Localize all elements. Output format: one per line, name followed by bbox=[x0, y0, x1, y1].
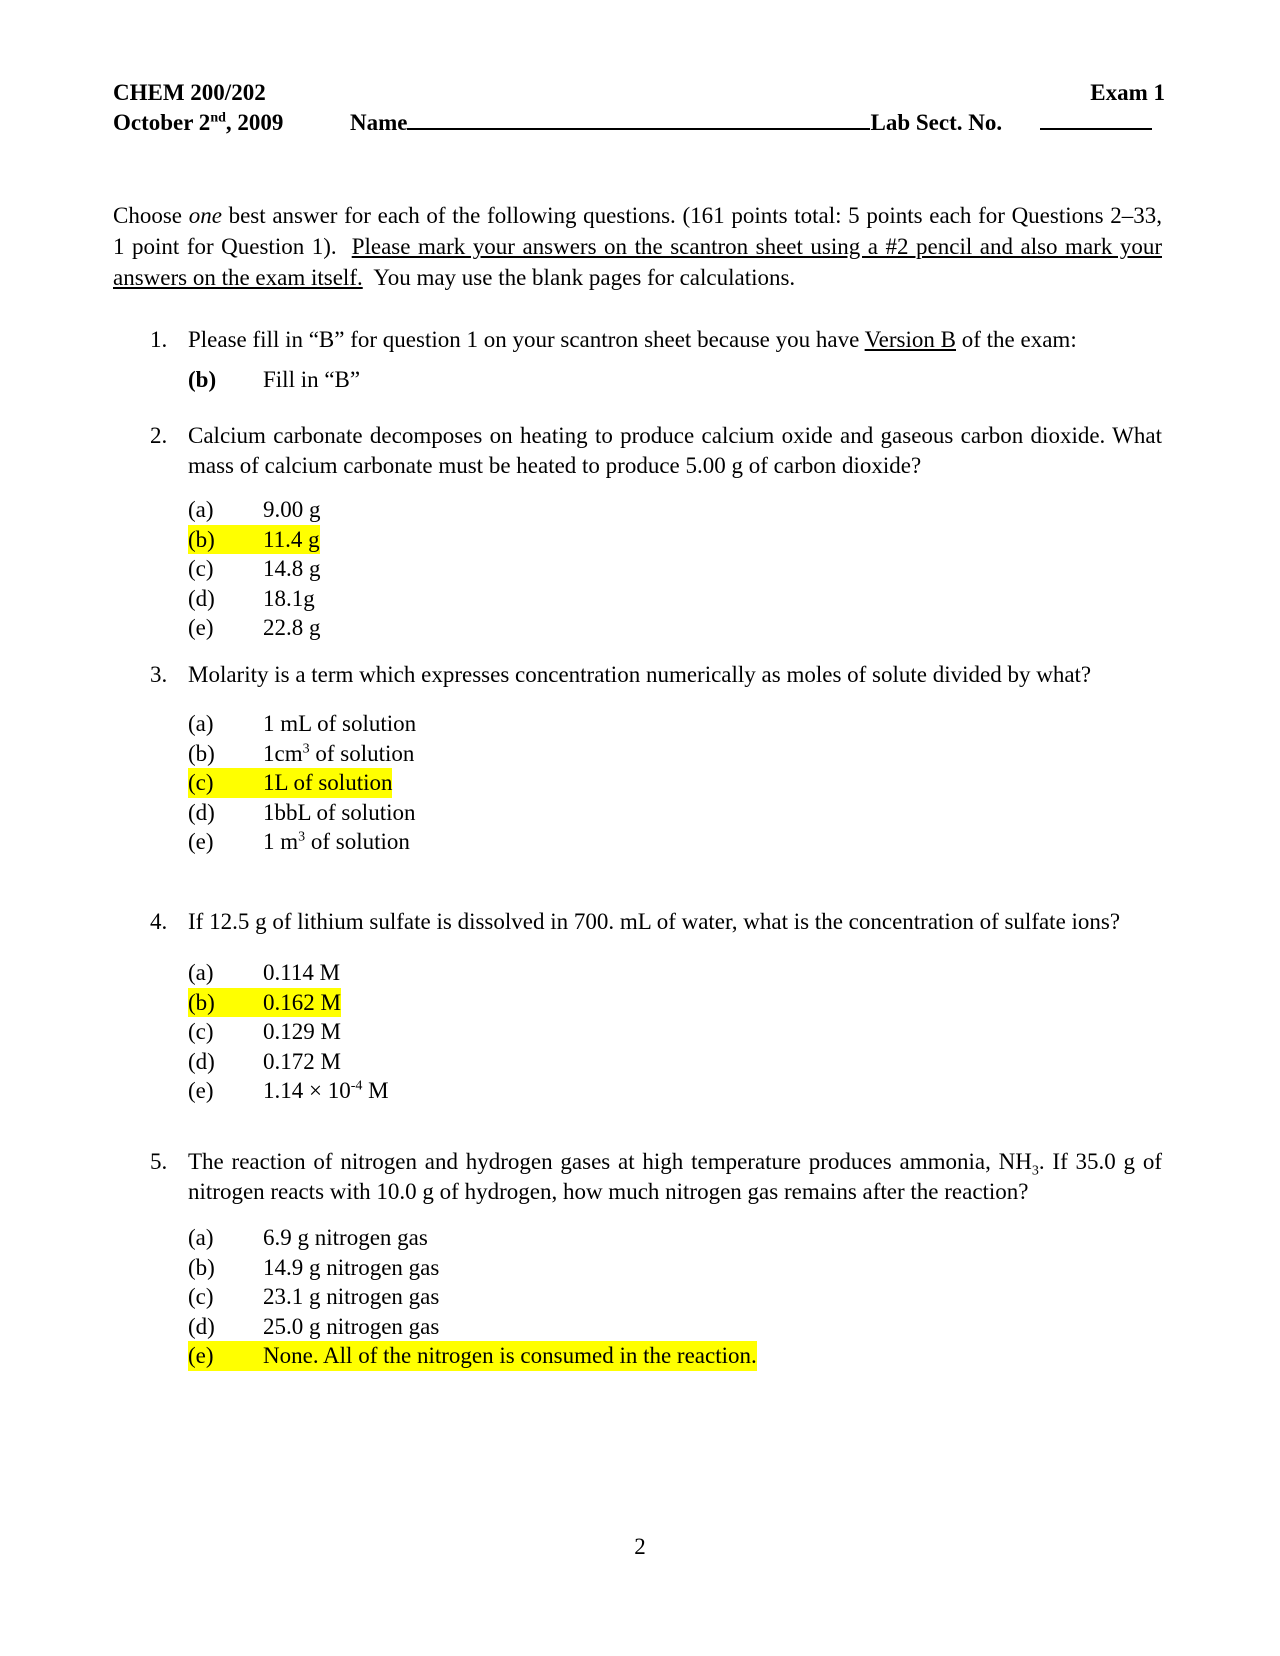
exam-title: Exam 1 bbox=[1090, 80, 1165, 105]
lab-section-blank[interactable] bbox=[1040, 108, 1152, 130]
option-letter: (a) bbox=[188, 1225, 214, 1250]
option-text: 14.9 g nitrogen gas bbox=[263, 1254, 440, 1280]
instructions-text-2: best answer for each of the following questions. (161 points total: 5 points each for Questions 2–33, 1 point for Question 1). bbox=[113, 203, 1162, 259]
answer-option-d[interactable] bbox=[188, 798, 1162, 828]
option-text: 11.4 g bbox=[263, 526, 320, 552]
option-text-end: M bbox=[362, 1078, 389, 1103]
option-text: 1 mL of solution bbox=[263, 711, 417, 736]
option-letter: (d) bbox=[188, 1048, 215, 1074]
option-text: 1L of solution bbox=[263, 770, 393, 795]
option-text: 0.114 M bbox=[263, 960, 341, 985]
question-number: 4. bbox=[150, 909, 168, 934]
name-blank[interactable] bbox=[407, 108, 870, 130]
exam-date bbox=[113, 108, 283, 138]
option-letter: (a) bbox=[188, 711, 214, 736]
option-letter: (e) bbox=[188, 829, 214, 854]
question-stem bbox=[150, 660, 1162, 690]
option-letter: (d) bbox=[188, 1313, 215, 1339]
answer-options bbox=[150, 495, 1162, 643]
option-letter: (d) bbox=[188, 799, 215, 825]
option-letter: (b) bbox=[188, 989, 215, 1015]
stem-underlined: Version B bbox=[864, 327, 956, 352]
option-letter: (c) bbox=[188, 556, 214, 581]
answer-option-e[interactable] bbox=[188, 613, 1162, 643]
option-text: Fill in “B” bbox=[263, 367, 361, 392]
answer-option-d[interactable] bbox=[188, 1312, 1162, 1342]
answer-option-b[interactable] bbox=[188, 739, 1162, 769]
answer-option-c[interactable] bbox=[188, 1282, 1162, 1312]
answer-option-e-highlighted[interactable] bbox=[188, 1341, 1162, 1371]
question-stem bbox=[150, 907, 1162, 937]
answer-option-c[interactable] bbox=[188, 1017, 1162, 1047]
instructions-emphasis: one bbox=[188, 203, 222, 228]
option-letter: (c) bbox=[188, 770, 214, 795]
option-text: 9.00 g bbox=[263, 497, 321, 522]
instructions-text-3: You may use the blank pages for calculations. bbox=[373, 265, 796, 290]
option-text: 1bbL of solution bbox=[263, 799, 416, 825]
option-text: 0.129 M bbox=[263, 1019, 341, 1044]
answer-options bbox=[150, 958, 1162, 1106]
option-text-end: of solution bbox=[309, 740, 415, 766]
option-text: 14.8 g bbox=[263, 556, 321, 581]
stem-text: If 12.5 g of lithium sulfate is dissolved in 700. mL of water, what is the concentration of sulfate ions? bbox=[188, 909, 1121, 934]
answer-option-e[interactable] bbox=[188, 1076, 1162, 1106]
date-ordinal: nd bbox=[210, 110, 226, 126]
question-1 bbox=[150, 325, 1162, 395]
answer-option-a[interactable] bbox=[188, 1223, 1162, 1253]
stem-text: The reaction of nitrogen and hydrogen gases at high temperature produces ammonia, NH bbox=[188, 1149, 1032, 1174]
answer-options bbox=[150, 709, 1162, 857]
option-text: 6.9 g nitrogen gas bbox=[263, 1225, 428, 1250]
question-2 bbox=[150, 421, 1162, 643]
answer-option-b-highlighted[interactable] bbox=[188, 525, 1162, 555]
lab-section-label: Lab Sect. No. bbox=[870, 110, 1003, 135]
option-letter: (b) bbox=[188, 740, 215, 766]
instructions bbox=[113, 200, 1162, 293]
answer-option-d[interactable] bbox=[188, 584, 1162, 614]
answer-option-a[interactable] bbox=[188, 709, 1162, 739]
option-text: 18.1g bbox=[263, 585, 315, 611]
question-number: 2. bbox=[150, 423, 168, 448]
course-code: CHEM 200/202 bbox=[113, 80, 266, 105]
question-number: 3. bbox=[150, 662, 168, 687]
page-number: 2 bbox=[634, 1534, 646, 1559]
answer-option-c-highlighted[interactable] bbox=[188, 768, 1162, 798]
option-text: 23.1 g nitrogen gas bbox=[263, 1284, 440, 1309]
question-stem bbox=[150, 325, 1162, 355]
option-text: None. All of the nitrogen is consumed in the reaction. bbox=[263, 1343, 757, 1368]
option-letter: (a) bbox=[188, 960, 214, 985]
answer-options bbox=[150, 365, 1162, 395]
answer-options bbox=[150, 1223, 1162, 1371]
option-text: 22.8 g bbox=[263, 615, 321, 640]
stem-text-end: of the exam: bbox=[956, 327, 1077, 352]
stem-subscript: 3 bbox=[1031, 1163, 1039, 1179]
option-letter: (e) bbox=[188, 1343, 214, 1368]
option-superscript: 3 bbox=[298, 829, 306, 845]
answer-option-e[interactable] bbox=[188, 827, 1162, 857]
instructions-text-1: Choose bbox=[113, 203, 189, 228]
question-3 bbox=[150, 660, 1162, 857]
option-letter: (b) bbox=[188, 526, 215, 552]
option-letter: (d) bbox=[188, 585, 215, 611]
question-number: 1. bbox=[150, 327, 168, 352]
stem-text: Calcium carbonate decomposes on heating to produce calcium oxide and gaseous carbon dioxide. What mass of calcium carbonate must be heated to produce 5.00 g of carbon dioxide? bbox=[188, 423, 1162, 478]
option-text: 0.172 M bbox=[263, 1048, 341, 1074]
answer-option-a[interactable] bbox=[188, 958, 1162, 988]
option-letter: (e) bbox=[188, 615, 214, 640]
question-4 bbox=[150, 907, 1162, 1106]
option-text: 1 m bbox=[263, 829, 299, 854]
date-year: , 2009 bbox=[225, 110, 284, 135]
question-5 bbox=[150, 1147, 1162, 1371]
stem-text-end: . If 35.0 g of nitrogen reacts with 10.0 g of hydrogen, how much nitrogen gas remains after the reaction? bbox=[188, 1149, 1163, 1204]
name-field[interactable] bbox=[350, 108, 1002, 138]
option-letter: (c) bbox=[188, 1019, 214, 1044]
answer-option-d[interactable] bbox=[188, 1047, 1162, 1077]
option-letter: (b) bbox=[188, 367, 217, 392]
answer-option-b[interactable] bbox=[188, 365, 1162, 395]
option-superscript: 3 bbox=[302, 740, 310, 756]
instructions-underlined: Please mark your answers on the scantron sheet using a #2 pencil and also mark your answers on the exam itself. bbox=[113, 234, 1162, 290]
option-letter: (e) bbox=[188, 1078, 214, 1103]
answer-option-c[interactable] bbox=[188, 554, 1162, 584]
question-number: 5. bbox=[150, 1149, 168, 1174]
lab-section-field[interactable] bbox=[1040, 108, 1152, 138]
option-text: 0.162 M bbox=[263, 989, 341, 1015]
option-text-end: of solution bbox=[305, 829, 410, 854]
answer-option-b-highlighted[interactable] bbox=[188, 988, 1162, 1018]
question-stem bbox=[150, 1147, 1162, 1207]
option-superscript: -4 bbox=[350, 1078, 363, 1094]
answer-option-a[interactable] bbox=[188, 495, 1162, 525]
stem-text: Please fill in “B” for question 1 on your scantron sheet because you have bbox=[188, 327, 865, 352]
option-text: 25.0 g nitrogen gas bbox=[263, 1313, 440, 1339]
question-stem bbox=[150, 421, 1162, 481]
option-letter: (b) bbox=[188, 1254, 215, 1280]
option-letter: (a) bbox=[188, 497, 214, 522]
name-label: Name bbox=[350, 110, 408, 135]
stem-text: Molarity is a term which expresses concentration numerically as moles of solute divided by what? bbox=[188, 662, 1092, 687]
option-text: 1cm bbox=[263, 740, 303, 766]
option-text: 1.14 × 10 bbox=[263, 1078, 351, 1103]
answer-option-b[interactable] bbox=[188, 1253, 1162, 1283]
option-letter: (c) bbox=[188, 1284, 214, 1309]
date-main: October 2 bbox=[113, 110, 211, 135]
